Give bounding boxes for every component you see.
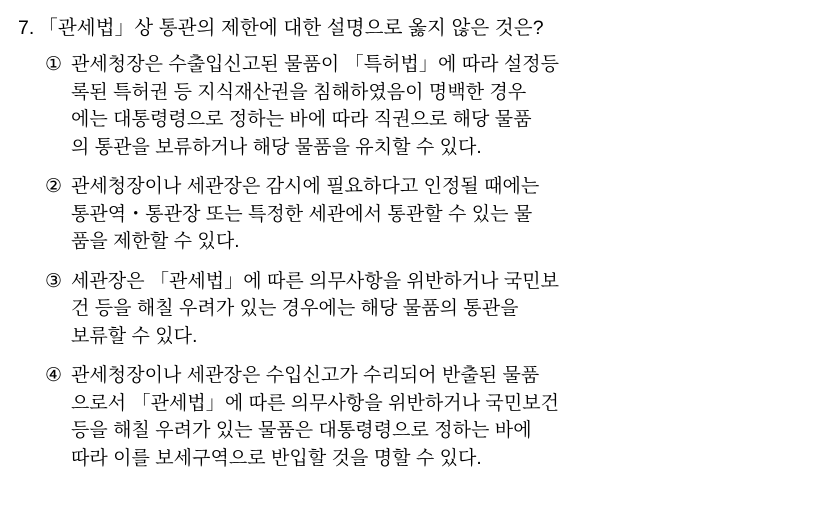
choice-text [71, 51, 796, 161]
choice-text [71, 173, 796, 256]
choice-line: 에는 대통령령으로 정하는 바에 따라 직권으로 해당 물품 [71, 109, 532, 130]
choice-line: 보류할 수 있다. [71, 325, 198, 347]
choice-marker: ④ [45, 365, 63, 386]
choice-option-2[interactable] [45, 173, 796, 256]
choice-line: 의 통관을 보류하거나 해당 물품을 유치할 수 있다. [71, 136, 482, 158]
choice-line: 통관역・통관장 또는 특정한 세관에서 통관할 수 있는 물 [71, 203, 533, 225]
choice-line: 관세청장이나 세관장은 감시에 필요하다고 인정될 때에는 [71, 176, 540, 197]
choice-line: 등을 해칠 우려가 있는 물품은 대통령령으로 정하는 바에 [71, 420, 532, 441]
choice-text [71, 268, 796, 351]
choice-line: 건 등을 해칠 우려가 있는 경우에는 해당 물품의 통관을 [71, 298, 519, 319]
choice-option-1[interactable] [45, 51, 796, 161]
choice-line: 록된 특허권 등 지식재산권을 침해하였음이 명백한 경우 [71, 81, 527, 103]
choice-line: 으로서 「관세법」에 따른 의무사항을 위반하거나 국민보건 [71, 392, 560, 414]
choice-line: 품을 제한할 수 있다. [71, 231, 240, 252]
choice-marker: ③ [45, 270, 63, 292]
choice-line: 관세청장은 수출입신고된 물품이 「특허법」에 따라 설정등 [71, 54, 560, 75]
choice-marker: ① [45, 54, 63, 75]
choice-line: 따라 이를 보세구역으로 반입할 것을 명할 수 있다. [71, 447, 482, 469]
choice-list [18, 51, 796, 472]
choice-line: 세관장은 「관세법」에 따른 의무사항을 위반하거나 국민보 [71, 270, 560, 292]
choice-option-3[interactable] [45, 268, 796, 351]
choice-line: 관세청장이나 세관장은 수입신고가 수리되어 반출된 물품 [71, 365, 540, 386]
question-number: 7. [18, 17, 35, 39]
choice-marker: ② [45, 176, 63, 197]
choice-text [71, 362, 796, 472]
question-text: 「관세법」상 통관의 제한에 대한 설명으로 옳지 않은 것은? [38, 17, 544, 39]
question-stem [18, 14, 796, 42]
choice-option-4[interactable] [45, 362, 796, 472]
